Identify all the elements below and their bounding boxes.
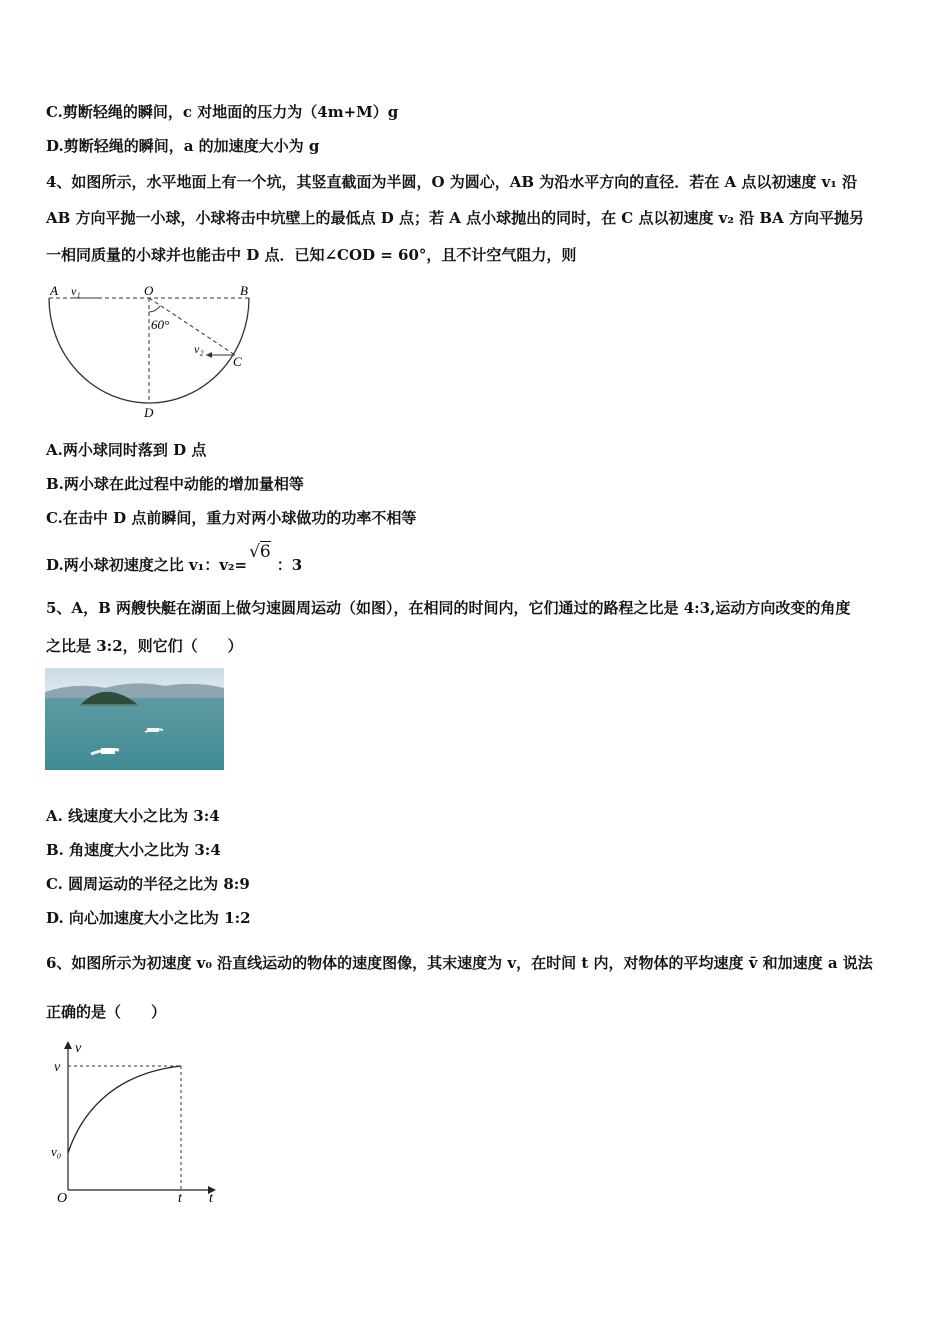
q3-option-d: D.剪断轻绳的瞬间，a 的加速度大小为 g — [46, 137, 320, 155]
axis-label-t: t — [209, 1191, 213, 1206]
q6-stem-line1: 6、如图所示为初速度 v₀ 沿直线运动的物体的速度图像，其末速度为 v，在时间 t 内，对物体的平均速度 v̄ 和加速度 a 说法 — [46, 954, 873, 972]
sqrt-symbol: √6 — [249, 542, 271, 562]
q5-option-a: A. 线速度大小之比为 3:4 — [46, 807, 220, 825]
label-b: B — [240, 283, 248, 298]
q4-stem-line1: 4、如图所示，水平地面上有一个坑，其竖直截面为半圆，O 为圆心，AB 为沿水平方向的直径．若在 A 点以初速度 v₁ 沿 — [46, 173, 858, 191]
q4-semicircle-figure — [44, 282, 264, 422]
q4-stem-line2: AB 方向平抛一小球，小球将击中坑壁上的最低点 D 点；若 A 点小球抛出的同时，在 C 点以初速度 v₂ 沿 BA 方向平抛另 — [46, 209, 864, 227]
q4-option-b: B.两小球在此过程中动能的增加量相等 — [46, 475, 304, 493]
tick-label-t: t — [178, 1191, 182, 1206]
q4-option-d-suffix: ：3 — [276, 556, 303, 574]
q5-option-c: C. 圆周运动的半径之比为 8:9 — [46, 875, 250, 893]
lake-speedboats-photo — [45, 668, 224, 770]
q5-stem-line1: 5、A，B 两艘快艇在湖面上做匀速圆周运动（如图），在相同的时间内，它们通过的路程之比是 4:3,运动方向改变的角度 — [46, 599, 851, 617]
tick-label-v0: v₀ — [51, 1144, 62, 1159]
q6-stem-line2: 正确的是（ ） — [46, 1003, 167, 1021]
label-o: O — [144, 283, 154, 298]
label-a: A — [50, 283, 58, 298]
q6-velocity-time-graph — [48, 1038, 228, 1208]
origin-label: O — [57, 1191, 68, 1206]
q4-option-d — [46, 542, 303, 574]
label-d: D — [144, 405, 154, 420]
q5-stem-line2: 之比是 3:2，则它们（ ） — [46, 637, 243, 655]
label-angle-60: 60° — [151, 317, 170, 332]
q4-option-d-prefix: D.两小球初速度之比 v₁：v₂= — [46, 556, 248, 574]
sqrt-radicand: 6 — [259, 542, 271, 562]
q4-option-c: C.在击中 D 点前瞬间，重力对两小球做功的功率不相等 — [46, 509, 417, 527]
axis-label-v: v — [75, 1041, 82, 1056]
label-v2: v₂ — [194, 342, 204, 356]
q3-option-c: C.剪断轻绳的瞬间，c 对地面的压力为（4m+M）g — [46, 103, 399, 121]
q5-option-b: B. 角速度大小之比为 3:4 — [46, 841, 221, 859]
q4-option-a: A.两小球同时落到 D 点 — [46, 441, 207, 459]
label-v1: v₁ — [71, 284, 81, 298]
q5-option-d: D. 向心加速度大小之比为 1:2 — [46, 909, 251, 927]
label-c: C — [233, 354, 242, 369]
tick-label-v: v — [54, 1060, 61, 1075]
q4-stem-line3: 一相同质量的小球并也能击中 D 点．已知∠COD = 60°，且不计空气阻力，则 — [46, 246, 577, 264]
